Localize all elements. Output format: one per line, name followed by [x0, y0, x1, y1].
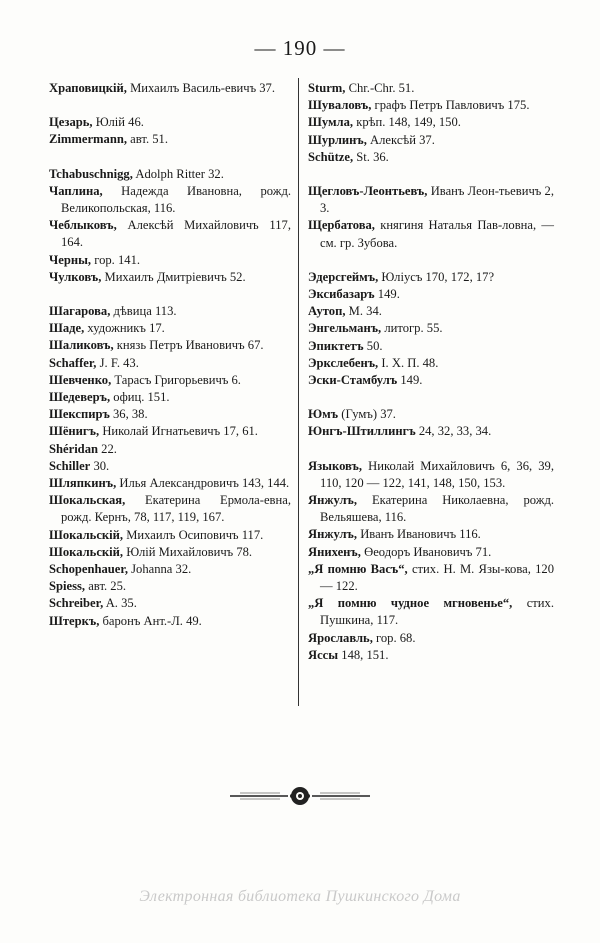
index-entry [49, 269, 291, 286]
entry-references: гор. 68. [376, 630, 416, 645]
entry-headword: Шаде, [49, 321, 85, 336]
entry-headword: Tchabuschnigg, [49, 166, 133, 181]
index-entry [308, 630, 554, 647]
index-entry [49, 80, 291, 97]
index-entry [308, 372, 554, 389]
entry-headword: Эпиктетъ [308, 338, 364, 353]
entry-headword: Штеркъ, [49, 613, 100, 628]
index-entry [49, 595, 291, 612]
entry-references: Михаилъ Дмитріевичъ 52. [104, 269, 246, 284]
entry-headword: Щербатова, [308, 218, 375, 233]
entry-headword: Шокальскій, [49, 544, 124, 559]
index-entry [49, 423, 291, 440]
index-entry [49, 527, 291, 544]
entry-headword: Sturm, [308, 81, 346, 95]
entry-references: стих. Н. М. Язы-кова, 120 — 122. [320, 561, 554, 594]
entry-headword: Эркслебенъ, [308, 355, 379, 370]
entry-headword: Юнгъ-Штиллингъ [308, 424, 416, 439]
entry-headword: Шекспиръ [49, 407, 110, 422]
entry-headword: Янжулъ, [308, 527, 358, 542]
entry-references: Надежда Ивановна, рожд. Великопольская, 116. [61, 183, 291, 216]
entry-headword: Ярославль, [308, 630, 373, 645]
index-entry [308, 183, 554, 217]
entry-references: Юліусъ 170, 172, 17? [381, 269, 495, 284]
entry-headword: Черны, [49, 252, 92, 267]
page-number: — 190 — [254, 36, 346, 60]
entry-references: Михаилъ Василь-евичъ 37. [130, 81, 276, 95]
ornament-flourish-icon [230, 785, 370, 807]
entry-headword: Schiller [49, 458, 91, 473]
index-entry [49, 475, 291, 492]
index-entry [49, 183, 291, 217]
entry-references: Иванъ Леон-тьевичъ 2, 3. [320, 184, 554, 216]
index-entry [308, 97, 554, 114]
entry-gap [49, 149, 291, 166]
index-entry [49, 131, 291, 148]
entry-references: 149. [400, 373, 423, 388]
index-entry [308, 458, 554, 492]
entry-headword: Schreiber, [49, 596, 104, 611]
entry-references: Adolph Ritter 32. [135, 166, 224, 181]
entry-references: 22. [101, 441, 117, 456]
entry-references: Николай Михайловичъ 6, 36, 39, 110, 120 — 122, 141, 148, 150, 153. [320, 458, 554, 490]
index-entry [308, 526, 554, 543]
entry-headword: Эдерсгеймъ, [308, 269, 379, 284]
index-entry [49, 303, 291, 320]
entry-headword: Аутоп, [308, 304, 346, 319]
entry-headword: Шагарова, [49, 304, 111, 319]
entry-headword: Шумла, [308, 115, 354, 130]
entry-headword: Чеблыковъ, [49, 218, 117, 233]
entry-headword: „Я помню Васъ“, [308, 561, 408, 576]
entry-headword: Zimmermann, [49, 132, 128, 147]
entry-headword: Schütze, [308, 149, 354, 164]
index-entry [49, 355, 291, 372]
entry-references: St. 36. [356, 149, 389, 164]
entry-references: A. 35. [105, 596, 137, 611]
index-entry [49, 613, 291, 630]
entry-headword: „Я помню чудное мгновенье“, [308, 596, 513, 611]
entry-headword: Schaffer, [49, 355, 97, 370]
index-entry [49, 578, 291, 595]
entry-headword: Яссы [308, 647, 339, 662]
index-entry [308, 338, 554, 355]
entry-references: 24, 32, 33, 34. [418, 424, 492, 439]
entry-references: дѣвица 113. [113, 304, 177, 319]
entry-references: Екатерина Николаевна, рожд. Вельяшева, 116. [320, 493, 554, 525]
entry-references: крѣп. 148, 149, 150. [356, 115, 461, 130]
entry-references: княгиня Наталья Пав-ловна, — см. гр. Зубова. [320, 218, 554, 250]
index-entry [308, 544, 554, 561]
index-entry [308, 149, 554, 166]
index-entry [49, 458, 291, 475]
entry-references: графъ Петръ Павловичъ 175. [374, 98, 530, 113]
entry-references: 30. [93, 458, 110, 473]
entry-references: М. 34. [348, 304, 382, 319]
entry-references: Екатерина Ермола-евна, рожд. Кернъ, 78, 117, 119, 167. [61, 493, 291, 525]
index-entry [49, 372, 291, 389]
entry-references: (Гумъ) 37. [341, 407, 396, 422]
index-entry [308, 647, 554, 664]
column-divider [298, 78, 299, 706]
entry-references: Алексѣй 37. [370, 132, 435, 147]
entry-references: стих. Пушкина, 117. [320, 596, 554, 628]
entry-references: Михаилъ Осиповичъ 117. [126, 527, 264, 542]
index-entry [308, 492, 554, 526]
entry-references: Николай Игнатьевичъ 17, 61. [102, 424, 258, 439]
entry-headword: Шедеверъ, [49, 390, 111, 405]
entry-references: 149. [377, 287, 400, 302]
entry-references: литогр. 55. [384, 321, 443, 336]
index-left-column [49, 80, 291, 630]
entry-gap [49, 286, 291, 303]
entry-headword: Энгельманъ, [308, 321, 382, 336]
index-entry [49, 492, 291, 526]
index-entry [308, 114, 554, 131]
entry-headword: Шляпкинъ, [49, 476, 117, 491]
index-entry [49, 337, 291, 354]
entry-headword: Шурлинъ, [308, 132, 367, 147]
entry-headword: Храповицкій, [49, 81, 127, 95]
entry-headword: Эски-Стамбулъ [308, 373, 398, 388]
entry-references: Алексѣй Михайловичъ 117, 164. [61, 218, 291, 250]
index-entry [49, 166, 291, 183]
entry-gap [308, 252, 554, 269]
index-entry [49, 217, 291, 251]
entry-references: авт. 25. [88, 579, 127, 594]
entry-headword: Schopenhauer, [49, 562, 128, 577]
entry-references: гор. 141. [94, 252, 141, 267]
index-entry [49, 114, 291, 131]
entry-headword: Шокальскій, [49, 527, 124, 542]
index-entry [49, 544, 291, 561]
index-entry [308, 80, 554, 97]
entry-headword: Янихенъ, [308, 544, 361, 559]
entry-headword: Shéridan [49, 441, 98, 456]
index-entry [308, 132, 554, 149]
entry-references: Юлій 46. [95, 115, 144, 130]
index-entry [308, 303, 554, 320]
entry-headword: Цезарь, [49, 115, 93, 130]
entry-headword: Spiess, [49, 579, 86, 594]
entry-references: баронъ Ант.-Л. 49. [102, 613, 202, 628]
entry-references: Өеодоръ Ивановичъ 71. [364, 544, 492, 559]
entry-references: 36, 38. [112, 407, 148, 422]
entry-gap [308, 389, 554, 406]
entry-headword: Эксибазаръ [308, 287, 375, 302]
entry-references: художникъ 17. [87, 321, 165, 336]
index-entry [49, 406, 291, 423]
entry-references: Илья Александровичъ 143, 144. [119, 476, 290, 491]
entry-references: Юлій Михайловичъ 78. [126, 544, 253, 559]
index-entry [49, 252, 291, 269]
entry-gap [308, 166, 554, 183]
index-right-column [308, 80, 554, 664]
index-entry [308, 217, 554, 251]
index-entry [308, 269, 554, 286]
entry-references: Тарасъ Григорьевичъ 6. [114, 372, 241, 387]
index-entry [308, 423, 554, 440]
entry-references: князь Петръ Ивановичъ 67. [116, 338, 264, 353]
entry-references: 148, 151. [341, 647, 389, 662]
index-entry [308, 406, 554, 423]
entry-headword: Шокальская, [49, 493, 126, 508]
entry-headword: Чаплина, [49, 183, 103, 198]
entry-references: 50. [366, 338, 383, 353]
entry-references: офиц. 151. [113, 390, 170, 405]
index-entry [308, 286, 554, 303]
watermark-text: Электронная библиотека Пушкинского Дома [139, 888, 461, 905]
index-entry [308, 595, 554, 629]
entry-headword: Чулковъ, [49, 269, 102, 284]
entry-headword: Шаликовъ, [49, 338, 114, 353]
entry-headword: Шевченко, [49, 372, 112, 387]
entry-gap [49, 97, 291, 114]
entry-references: Johanna 32. [131, 562, 192, 577]
entry-headword: Янжулъ, [308, 493, 358, 508]
entry-references: авт. 51. [130, 132, 168, 147]
entry-references: І. Х. П. 48. [381, 355, 439, 370]
index-entry [49, 441, 291, 458]
entry-headword: Шуваловъ, [308, 98, 372, 113]
entry-references: Chr.-Chr. 51. [348, 81, 415, 95]
entry-gap [308, 441, 554, 458]
index-entry [308, 355, 554, 372]
entry-references: Иванъ Ивановичъ 116. [360, 527, 481, 542]
index-entry [49, 389, 291, 406]
index-entry [308, 561, 554, 595]
entry-headword: Щегловъ-Леонтьевъ, [308, 184, 428, 199]
entry-references: J. F. 43. [99, 355, 139, 370]
index-entry [308, 320, 554, 337]
index-entry [49, 561, 291, 578]
entry-headword: Юмъ [308, 407, 339, 422]
index-entry [49, 320, 291, 337]
entry-headword: Языковъ, [308, 458, 363, 473]
entry-headword: Шёнигъ, [49, 424, 100, 439]
